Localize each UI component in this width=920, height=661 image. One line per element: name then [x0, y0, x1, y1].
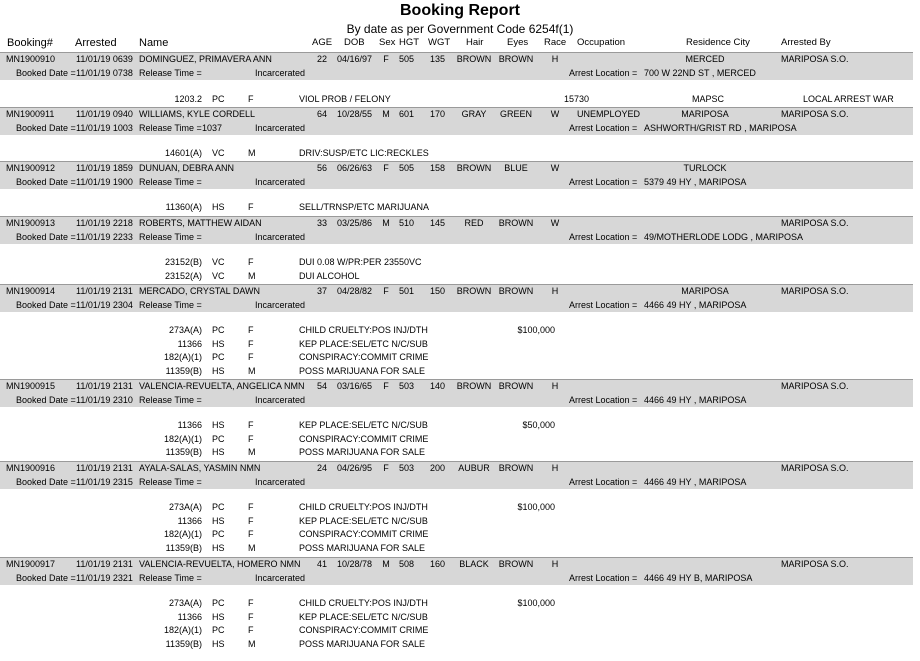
- dob-value: 06/26/63: [337, 163, 373, 173]
- sex-value: F: [383, 163, 389, 173]
- weight-value: 145: [430, 218, 446, 228]
- age-value: 22: [316, 54, 327, 64]
- charge-code: 11366: [177, 420, 202, 430]
- charge-level: F: [248, 598, 254, 608]
- charge-code: 11359(B): [165, 639, 202, 650]
- race-value: W: [550, 109, 560, 119]
- custody-status: Incarcerated: [255, 477, 306, 487]
- inmate-name: ROBERTS, MATTHEW AIDAN: [139, 218, 262, 228]
- age-value: 54: [316, 381, 327, 391]
- col-header-hgt: HGT: [399, 37, 420, 48]
- age-value: 33: [316, 218, 327, 228]
- custody-status: Incarcerated: [255, 300, 306, 310]
- sex-value: F: [383, 381, 389, 391]
- charge-level: F: [248, 433, 254, 444]
- height-value: 508: [399, 559, 415, 569]
- age-value: 37: [316, 286, 327, 296]
- hair-value: RED: [464, 218, 484, 228]
- race-value: H: [551, 381, 559, 391]
- charge-type: PC: [212, 598, 225, 608]
- weight-value: 160: [430, 559, 446, 569]
- charge-description: CONSPIRACY:COMMIT CRIME: [299, 433, 429, 444]
- race-value: H: [551, 286, 559, 296]
- charge-code: 1203.2: [174, 94, 202, 104]
- sex-value: F: [383, 463, 389, 473]
- dob-value: 10/28/55: [337, 109, 373, 119]
- charge-code: 273A(A): [168, 598, 202, 608]
- race-value: H: [551, 463, 559, 473]
- charge-description: DRIV:SUSP/ETC LIC:RECKLES: [299, 148, 429, 158]
- sex-value: F: [383, 286, 389, 296]
- charge-level: M: [248, 148, 256, 158]
- charge-code: 23152(B): [164, 257, 202, 267]
- height-value: 501: [399, 286, 415, 296]
- col-header-name: Name: [139, 37, 169, 49]
- booked-date-label: Booked Date =: [16, 573, 76, 583]
- booked-date-value: 11/01/19 1900: [76, 177, 133, 187]
- charge-type: PC: [212, 502, 225, 512]
- height-value: 505: [399, 54, 415, 64]
- col-header-booking: Booking#: [7, 37, 53, 49]
- charge-level: M: [248, 639, 256, 650]
- arrested-by-value: MARIPOSA S.O.: [781, 286, 849, 296]
- booking-number: MN1900913: [6, 218, 56, 228]
- arrested-by-value: MARIPOSA S.O.: [781, 109, 849, 119]
- charge-description: VIOL PROB / FELONY: [299, 94, 391, 104]
- hair-value: AUBUR: [458, 463, 490, 473]
- charge-code: 11360(A): [165, 202, 202, 212]
- col-header-sex: Sex: [379, 37, 396, 48]
- arrested-datetime: 11/01/19 2218: [76, 218, 133, 228]
- charge-bail: $100,000: [517, 502, 555, 512]
- custody-status: Incarcerated: [255, 573, 306, 583]
- booking-number: MN1900917: [6, 559, 56, 569]
- arrested-datetime: 11/01/19 2131: [76, 559, 133, 569]
- release-time-label: Release Time =: [139, 573, 202, 583]
- charge-level: F: [248, 420, 254, 430]
- eyes-value: BROWN: [498, 218, 534, 228]
- arrest-location-label: Arrest Location =: [569, 123, 638, 133]
- booked-date-label: Booked Date =: [16, 395, 76, 405]
- charge-type: PC: [212, 625, 225, 636]
- arrest-location-label: Arrest Location =: [569, 300, 638, 310]
- release-time-label: Release Time =: [139, 395, 202, 405]
- arrest-location-label: Arrest Location =: [569, 68, 638, 78]
- custody-status: Incarcerated: [255, 177, 306, 187]
- charge-code: 23152(A): [164, 270, 202, 281]
- inmate-name: DUNUAN, DEBRA ANN: [139, 163, 235, 173]
- release-time-label: Release Time =: [139, 477, 202, 487]
- hair-value: BROWN: [456, 54, 492, 64]
- charge-code: 182(A)(1): [163, 433, 202, 444]
- arrested-by-value: MARIPOSA S.O.: [781, 381, 849, 391]
- charge-description: CHILD CRUELTY:POS INJ/DTH: [299, 502, 428, 512]
- charge-code: 11366: [177, 515, 202, 526]
- height-value: 503: [399, 463, 415, 473]
- inmate-name: AYALA-SALAS, YASMIN NMN: [139, 463, 261, 473]
- booking-number: MN1900912: [6, 163, 56, 173]
- sex-value: M: [382, 218, 390, 228]
- residence-city-value: TURLOCK: [683, 163, 727, 173]
- col-header-eyes: Eyes: [507, 37, 529, 48]
- charge-level: M: [248, 270, 256, 281]
- charge-level: F: [248, 202, 254, 212]
- charge-description: POSS MARIJUANA FOR SALE: [299, 639, 426, 650]
- arrest-location-value: 5379 49 HY , MARIPOSA: [644, 177, 747, 187]
- charge-bail: $50,000: [522, 420, 555, 430]
- eyes-value: BROWN: [498, 463, 534, 473]
- booking-number: MN1900915: [6, 381, 56, 391]
- charge-type: HS: [212, 202, 225, 212]
- charge-code: 11359(B): [165, 543, 202, 554]
- charge-description: POSS MARIJUANA FOR SALE: [299, 543, 426, 554]
- charge-level: F: [248, 529, 254, 540]
- charge-type: PC: [212, 94, 225, 104]
- residence-city-value: MARIPOSA: [681, 286, 729, 296]
- charge-description: DUI 0.08 W/PR:PER 23550VC: [299, 257, 422, 267]
- charge-code: 11366: [177, 611, 202, 622]
- arrest-location-label: Arrest Location =: [569, 477, 638, 487]
- charge-description: CHILD CRUELTY:POS INJ/DTH: [299, 325, 428, 335]
- eyes-value: GREEN: [499, 109, 532, 119]
- age-value: 24: [316, 463, 327, 473]
- hair-value: BLACK: [459, 559, 489, 569]
- age-value: 64: [316, 109, 327, 119]
- booked-date-label: Booked Date =: [16, 300, 76, 310]
- dob-value: 03/16/65: [337, 381, 373, 391]
- weight-value: 150: [430, 286, 446, 296]
- hair-value: GRAY: [461, 109, 487, 119]
- col-header-dob: DOB: [344, 37, 365, 48]
- release-time-label: Release Time =: [139, 300, 202, 310]
- height-value: 601: [399, 109, 415, 119]
- charge-bail: $100,000: [517, 325, 555, 335]
- charge-type: HS: [212, 611, 225, 622]
- charge-type: VC: [212, 257, 225, 267]
- charge-type: HS: [212, 515, 225, 526]
- charge-level: F: [248, 338, 254, 349]
- arrested-datetime: 11/01/19 0940: [76, 109, 133, 119]
- charge-description: CHILD CRUELTY:POS INJ/DTH: [299, 598, 428, 608]
- charge-level: F: [248, 625, 254, 636]
- arrested-by-value: MARIPOSA S.O.: [781, 559, 849, 569]
- age-value: 56: [316, 163, 327, 173]
- booking-number: MN1900914: [6, 286, 56, 296]
- release-time-label: Release Time =: [139, 232, 202, 242]
- charge-description: CONSPIRACY:COMMIT CRIME: [299, 625, 429, 636]
- charge-type: PC: [212, 529, 225, 540]
- residence-city-value: MERCED: [685, 54, 725, 64]
- booked-date-value: 11/01/19 0738: [76, 68, 133, 78]
- inmate-name: VALENCIA-REVUELTA, HOMERO NMN: [139, 559, 301, 569]
- col-header-occupation: Occupation: [577, 37, 626, 48]
- charge-code: 182(A)(1): [163, 352, 202, 363]
- arrest-location-label: Arrest Location =: [569, 177, 638, 187]
- occupation-value: UNEMPLOYED: [577, 109, 641, 119]
- booked-date-label: Booked Date =: [16, 68, 76, 78]
- charge-level: M: [248, 366, 256, 377]
- charge-code: 11359(B): [165, 366, 202, 377]
- height-value: 503: [399, 381, 415, 391]
- dob-value: 04/26/95: [337, 463, 373, 473]
- arrest-location-value: 4466 49 HY , MARIPOSA: [644, 395, 747, 405]
- arrest-location-value: 4466 49 HY , MARIPOSA: [644, 300, 747, 310]
- arrest-location-label: Arrest Location =: [569, 395, 638, 405]
- charge-description: SELL/TRNSP/ETC MARIJUANA: [299, 202, 430, 212]
- charge-code: 182(A)(1): [163, 625, 202, 636]
- arrested-datetime: 11/01/19 2131: [76, 463, 133, 473]
- custody-status: Incarcerated: [255, 68, 306, 78]
- booked-date-value: 11/01/19 2233: [76, 232, 133, 242]
- release-time-label: Release Time =: [139, 68, 202, 78]
- arrest-location-label: Arrest Location =: [569, 573, 638, 583]
- race-value: W: [550, 163, 560, 173]
- report-subtitle: By date as per Government Code 6254f(1): [346, 22, 574, 36]
- release-time-label: Release Time =: [139, 177, 202, 187]
- inmate-name: DOMINGUEZ, PRIMAVERA ANN: [139, 54, 272, 64]
- charge-type: HS: [212, 366, 225, 377]
- charge-level: F: [248, 352, 254, 363]
- custody-status: Incarcerated: [255, 232, 306, 242]
- charge-level: F: [248, 515, 254, 526]
- booked-date-label: Booked Date =: [16, 232, 76, 242]
- booked-date-label: Booked Date =: [16, 123, 76, 133]
- charge-level: F: [248, 257, 254, 267]
- charge-level: F: [248, 325, 254, 335]
- charge-code: 11366: [177, 338, 202, 349]
- charge-code: 182(A)(1): [163, 529, 202, 540]
- report-title: Booking Report: [400, 2, 520, 19]
- charge-description: CONSPIRACY:COMMIT CRIME: [299, 529, 429, 540]
- charge-type: PC: [212, 433, 225, 444]
- charge-type: HS: [212, 447, 225, 458]
- charge-description: DUI ALCOHOL: [299, 270, 360, 281]
- charge-code: 273A(A): [168, 502, 202, 512]
- sex-value: M: [382, 109, 390, 119]
- charge-level: M: [248, 543, 256, 554]
- charge-arrest-type: LOCAL ARREST WAR: [803, 94, 894, 104]
- sex-value: M: [382, 559, 390, 569]
- weight-value: 158: [430, 163, 446, 173]
- booked-date-value: 11/01/19 2321: [76, 573, 133, 583]
- custody-status: Incarcerated: [255, 123, 306, 133]
- arrest-location-value: 4466 49 HY , MARIPOSA: [644, 477, 747, 487]
- charge-extra-number: 15730: [564, 94, 590, 104]
- col-header-age: AGE: [312, 37, 333, 48]
- arrest-location-value: 49/MOTHERLODE LODG , MARIPOSA: [644, 232, 804, 242]
- charge-description: POSS MARIJUANA FOR SALE: [299, 447, 426, 458]
- custody-status: Incarcerated: [255, 395, 306, 405]
- weight-value: 170: [430, 109, 446, 119]
- charge-description: KEP PLACE:SEL/ETC N/C/SUB: [299, 515, 428, 526]
- charge-type: VC: [212, 270, 225, 281]
- charge-agency: MAPSC: [692, 94, 725, 104]
- charge-description: KEP PLACE:SEL/ETC N/C/SUB: [299, 420, 428, 430]
- hair-value: BROWN: [456, 286, 492, 296]
- eyes-value: BLUE: [504, 163, 528, 173]
- charge-type: HS: [212, 639, 225, 650]
- weight-value: 140: [430, 381, 446, 391]
- arrested-datetime: 11/01/19 0639: [76, 54, 133, 64]
- inmate-name: MERCADO, CRYSTAL DAWN: [139, 286, 261, 296]
- dob-value: 10/28/78: [337, 559, 373, 569]
- arrested-by-value: MARIPOSA S.O.: [781, 218, 849, 228]
- weight-value: 200: [430, 463, 446, 473]
- release-time-label: Release Time =: [139, 123, 202, 133]
- booked-date-value: 11/01/19 2315: [76, 477, 133, 487]
- booked-date-label: Booked Date =: [16, 477, 76, 487]
- race-value: W: [550, 218, 560, 228]
- release-time-value: 1037: [202, 123, 223, 133]
- booking-number: MN1900910: [6, 54, 56, 64]
- charge-level: M: [248, 447, 256, 458]
- charge-level: F: [248, 94, 254, 104]
- booking-number: MN1900916: [6, 463, 56, 473]
- arrested-by-value: MARIPOSA S.O.: [781, 54, 849, 64]
- charge-description: POSS MARIJUANA FOR SALE: [299, 366, 426, 377]
- arrest-location-label: Arrest Location =: [569, 232, 638, 242]
- charge-type: PC: [212, 325, 225, 335]
- height-value: 510: [399, 218, 415, 228]
- charge-description: KEP PLACE:SEL/ETC N/C/SUB: [299, 338, 428, 349]
- dob-value: 04/28/82: [337, 286, 373, 296]
- residence-city-value: MARIPOSA: [681, 109, 729, 119]
- booked-date-value: 11/01/19 2304: [76, 300, 133, 310]
- race-value: H: [551, 559, 559, 569]
- booking-number: MN1900911: [6, 109, 55, 119]
- eyes-value: BROWN: [498, 381, 534, 391]
- col-header-arrested-by: Arrested By: [781, 37, 831, 48]
- col-header-race: Race: [544, 37, 567, 48]
- charge-level: F: [248, 611, 254, 622]
- arrested-datetime: 11/01/19 2131: [76, 381, 133, 391]
- arrested-by-value: MARIPOSA S.O.: [781, 463, 849, 473]
- dob-value: 04/16/97: [337, 54, 373, 64]
- charge-bail: $100,000: [517, 598, 555, 608]
- dob-value: 03/25/86: [337, 218, 373, 228]
- height-value: 505: [399, 163, 415, 173]
- inmate-name: VALENCIA-REVUELTA, ANGELICA NMN: [139, 381, 305, 391]
- charge-level: F: [248, 502, 254, 512]
- charge-description: KEP PLACE:SEL/ETC N/C/SUB: [299, 611, 428, 622]
- charge-code: 11359(B): [165, 447, 202, 458]
- race-value: H: [551, 54, 559, 64]
- arrest-location-value: 4466 49 HY B, MARIPOSA: [644, 573, 753, 583]
- hair-value: BROWN: [456, 163, 492, 173]
- sex-value: F: [383, 54, 389, 64]
- col-header-wgt: WGT: [428, 37, 451, 48]
- col-header-residence-city: Residence City: [686, 37, 750, 48]
- charge-description: CONSPIRACY:COMMIT CRIME: [299, 352, 429, 363]
- eyes-value: BROWN: [498, 559, 534, 569]
- charge-type: HS: [212, 420, 225, 430]
- booked-date-value: 11/01/19 1003: [76, 123, 133, 133]
- arrested-datetime: 11/01/19 1859: [76, 163, 133, 173]
- inmate-name: WILLIAMS, KYLE CORDELL: [139, 109, 256, 119]
- charge-code: 14601(A): [164, 148, 202, 158]
- charge-type: HS: [212, 338, 225, 349]
- age-value: 41: [316, 559, 327, 569]
- charge-type: VC: [212, 148, 225, 158]
- charge-type: HS: [212, 543, 225, 554]
- booked-date-value: 11/01/19 2310: [76, 395, 133, 405]
- arrested-datetime: 11/01/19 2131: [76, 286, 133, 296]
- arrest-location-value: ASHWORTH/GRIST RD , MARIPOSA: [644, 123, 797, 133]
- weight-value: 135: [430, 54, 446, 64]
- charge-code: 273A(A): [168, 325, 202, 335]
- eyes-value: BROWN: [498, 54, 534, 64]
- booked-date-label: Booked Date =: [16, 177, 76, 187]
- hair-value: BROWN: [456, 381, 492, 391]
- charge-type: PC: [212, 352, 225, 363]
- eyes-value: BROWN: [498, 286, 534, 296]
- arrest-location-value: 700 W 22ND ST , MERCED: [644, 68, 756, 78]
- col-header-arrested: Arrested: [75, 37, 117, 49]
- col-header-hair: Hair: [466, 37, 484, 48]
